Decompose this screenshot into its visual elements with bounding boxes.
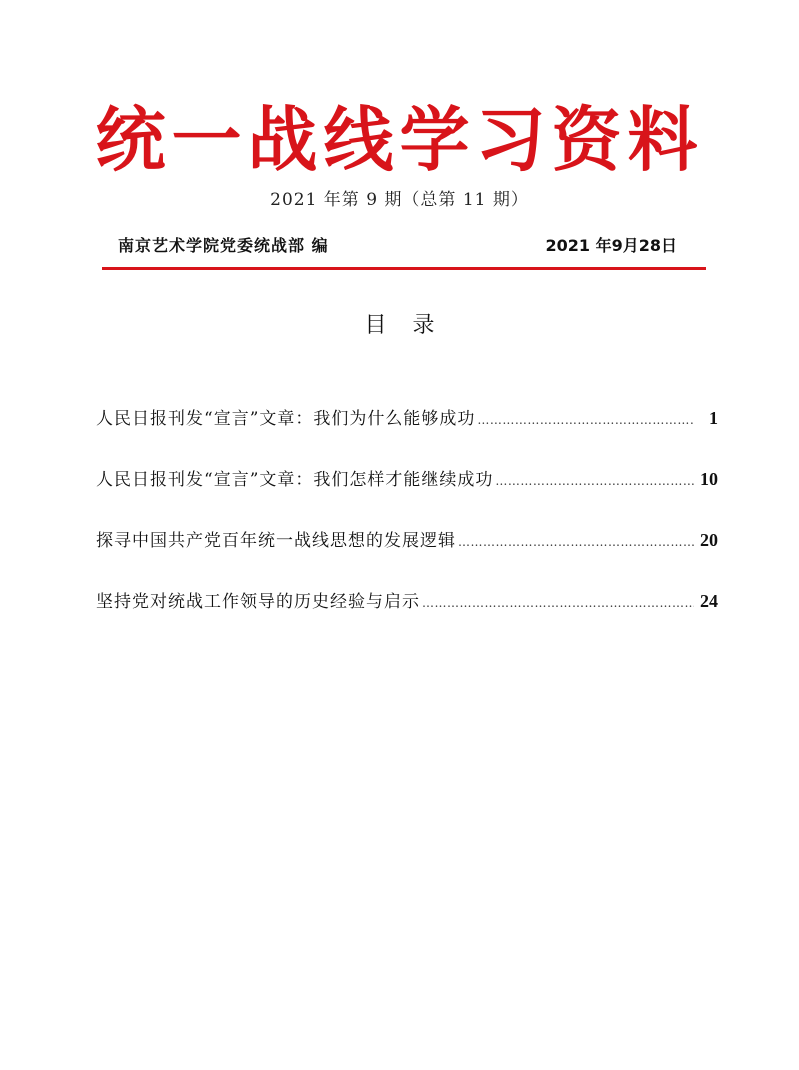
toc-entry-title: 人民日报刊发“宣言”文章：我们为什么能够成功 (96, 409, 476, 429)
table-of-contents (96, 404, 718, 648)
red-divider (102, 267, 706, 270)
issue-number: 2021 年第 9 期（总第 11 期） (270, 190, 529, 210)
toc-entry-title: 坚持党对统战工作领导的历史经验与启示 (96, 592, 420, 612)
toc-entry (96, 465, 718, 526)
toc-heading: 目录 (364, 313, 461, 338)
dot-leader (477, 406, 694, 434)
masthead-title: 统一战线学习资料 (95, 98, 704, 181)
toc-entry-page: 10 (700, 469, 718, 489)
publication-date: 2021 年9月28日 (545, 236, 677, 255)
toc-entry-page: 20 (700, 530, 718, 550)
toc-entry-title: 人民日报刊发“宣言”文章：我们怎样才能继续成功 (96, 470, 494, 490)
toc-entry-page: 1 (709, 408, 718, 428)
toc-entry-title: 探寻中国共产党百年统一战线思想的发展逻辑 (96, 531, 456, 551)
toc-entry (96, 526, 718, 587)
toc-entry (96, 587, 718, 648)
publisher: 南京艺术学院党委统战部 编 (118, 236, 329, 255)
dot-leader (495, 467, 694, 495)
toc-entry (96, 404, 718, 465)
toc-entry-page: 24 (700, 591, 718, 611)
dot-leader (422, 589, 694, 617)
dot-leader (458, 528, 694, 556)
